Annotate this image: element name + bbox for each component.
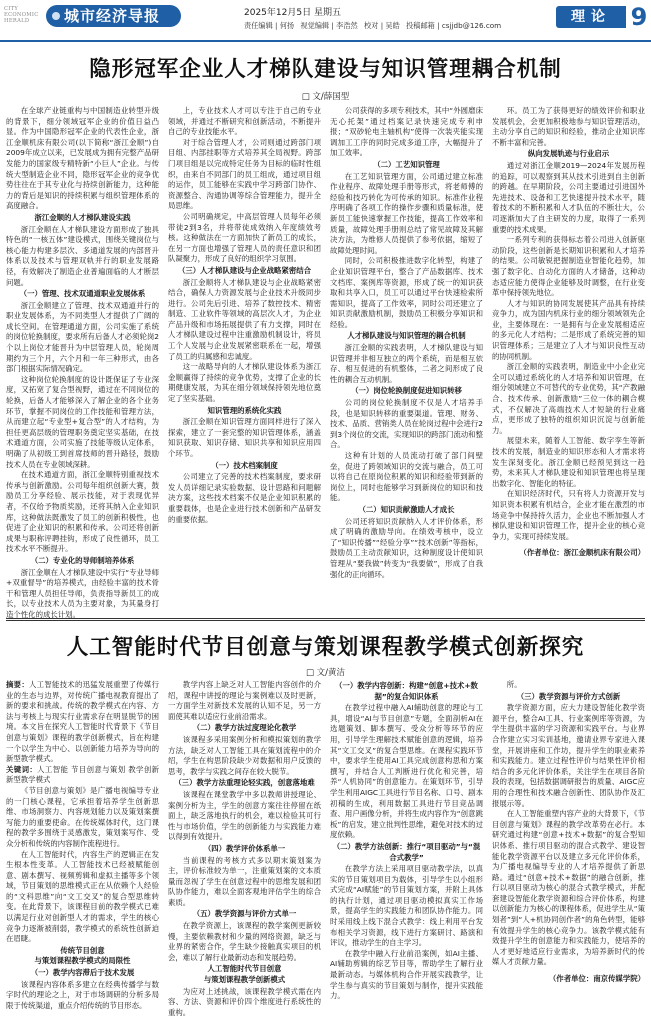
staff-proofreader: 校对 | 吴皓	[364, 21, 400, 30]
article-byline: □ 文/薛国型	[301, 92, 350, 102]
section-heading: 人工智能时代节目创意 与策划课程教学创新模式	[203, 964, 286, 985]
section-heading: （二）专业化的导师制培养体系	[30, 555, 135, 565]
article-column	[168, 106, 321, 614]
staff-editor: 责任编辑 | 何扬	[244, 21, 295, 30]
body-paragraph: 所。	[506, 680, 522, 689]
section-label: 理论	[556, 6, 626, 28]
section-heading: （一）技术档案制度	[211, 460, 278, 470]
body-paragraph: 浙江金顺在知识管理方面同样进行了深入探索，建立了一套完整的知识管理体系，涵盖知识获取、知识存储、知识共享和知识应用四个环节。	[168, 417, 321, 458]
brand-chinese-name: 城市经济导报	[64, 7, 161, 25]
abstract-label: 关键词：	[6, 764, 38, 774]
section-heading: （二）知识贡献激励人才成长	[358, 504, 455, 514]
body-paragraph: 在教学中融入行业前沿案例，如AI主播、AI辅助剪辑的综艺节目等，帮助学生了解行业最新动态。与媒体机构合作开展实践教学，让学生参与真实的节目策划与制作，提升实践能力。	[330, 948, 483, 1001]
staff-email[interactable]: 投稿邮箱 | csjjdb@126.com	[406, 21, 502, 30]
article-body	[6, 680, 645, 1017]
body-paragraph: 浙江金顺建立了管理、技术双通道并行的职业发展体系，为不同类型人才提供了广阔的成长空间。在管理通道方面，公司实施了系统的岗位轮换制度，要求所有后备人才必须轮岗2个以上岗位才能晋升为中层管理人员，轮岗周期约为三个月，六个月和一年三种形式，由各部门根据实际情况确定。	[6, 300, 159, 374]
section-heading: （二）教学方法过度理论化教学	[192, 723, 297, 733]
brand-logo	[46, 5, 181, 27]
body-paragraph: 在人工智能重塑内容产业的大背景下，《节目创意与策划》课程的教学改革势在必行。本研究通过构建“创意+技术+数据”的复合型知识体系、推行项目驱动的混合式教学、建设智能化教学资源平台以及建立多元化评价体系，为广播电视编导专业的人才培养提供了新思路。通过“创意+技术+数据”的融合创新，推行以项目驱动为核心的混合式教学模式，并配套建设智能化教学资源和综合评价体系，构建以创新能力为核心的课程体系，促进学生从“策划者”到“人+机协同创作者”的角色转型，能够有效提升学生的核心竞争力。该教学模式能有效提升学生的创意能力和实践能力，使培养的人才更好地适应行业需求，为培养新时代的传媒人才贡献力量。	[492, 809, 645, 967]
abstract-text: 人工智能技术的迅猛发展重塑了传媒行业的生态与边界，对传统广播电视教育提出了新的要求和挑战。传统的教学模式在内容、方法与考核上与现实行业需求存在明显脱节的困境。本文旨在探究人工智能时代背景下《节目创意与策划》课程的教学创新模式，旨在构建一个以学生为中心、以创新能力培养为导向的新型教学模式。	[6, 680, 159, 764]
body-paragraph: 通过对浙江金顺2019—2024年发展历程的追踪，可以观察到其从技术引进到自主创新的跨越。在早期阶段，公司主要通过引进国外先进技术、设备和工艺快速提升技术水平，随着技术的不断积累和人才队伍的不断壮大，公司逐渐加大了自主研发的力度，取得了一系列重要的技术成果。	[492, 160, 645, 234]
body-paragraph: 在教学资源上，该课程的教学案例更新较慢，主要依赖教材和少量的网络资源，缺乏与业界的紧密合作，学生缺少接触真实项目的机会，难以了解行业最新动态和发展趋势。	[168, 921, 321, 962]
body-paragraph: 在教学过程中融入AI辅助创意的理论与工具，增设“AI与节目创意”专题，全面剖析AI在选题策划、脚本撰写、受众分析等环节的应用，引导学生理解技术赋能创意的逻辑，培养其“文工交叉”的复合型思维。在课程实践环节中，要求学生使用AI工具完成创意构思和方案撰写，并结合人工判断进行优化和完善，培养“人机协同”的创意能力。在策划环节，引导学生利用AIGC工具进行节目名称、口号、剧本初稿的生成，利用数据工具进行节目竞品调查、用户画像分析，并将生成内容作为“创意跳板”的启发，建立批判性思维，避免对技术的过度依赖。	[330, 703, 483, 840]
section-heading: （三）教学方法重理论轻实践，创意落地难	[174, 778, 315, 788]
body-paragraph: 环。员工为了获得更好的绩效评价和职业发展机会，会更加积极地参与知识管理活动，主动分享自己的知识和经验，推动企业知识库不断丰富和完善。	[492, 106, 645, 147]
body-paragraph: 教学内容上缺乏对人工智能内容创作的介绍，课程中讲授的理论与案例难以及时更新，一方面学生对新技术发展的认知不足，另一方面使其难以适应行业前沿需求。	[168, 680, 321, 721]
article-column	[330, 680, 483, 1001]
body-paragraph: 公司还将知识贡献纳入人才评价体系，形成了明确的激励导向。在绩效考核中，设立了“知识传播”“经验分享”“技术创新”等指标，鼓励员工主动贡献知识，这种制度设计使知识管理从“要我做”转变为“我要做”，形成了自我强化的正向循环。	[330, 516, 483, 579]
abstract-paragraph	[6, 680, 159, 765]
article-column	[6, 106, 159, 619]
body-paragraph: 公司明确规定，中高层管理人员每年必须带徒2到3名，并将带徒成效纳入年度绩效考核。这种做法在一方面加快了新员工的成长，在另一方面也增强了管理人员的责任意识和团队凝聚力，形成了良好的组织学习氛围。	[168, 211, 321, 264]
section-heading: （二）工艺知识管理	[373, 159, 440, 169]
body-paragraph: 在教学方法上采用项目驱动教学法，以真实的节目策划项目为载体，引导学生以小组形式完成“AI赋能”的节目策划方案，并附上具体的执行计划，通过项目驱动模拟真实工作场景，提高学生的实践能力和团队协作能力。同时采用线上线下混合式教学：线上利用平台发布相关学习资源，线下进行方案研讨、路演和评议，推动学生的自主学习。	[330, 864, 483, 948]
body-paragraph: 在全球产业链重构与中国制造业转型升级的背景下，细分领域冠军企业的价值日益凸显。作为中国隐形冠军企业的代表性企业，浙江金顺机床有限公司(以下简称“浙江金顺”)自2009年成立以来，已发展成为拥有完整产品研发能力的国家级专精特新“小巨人”企业。与传统大型制造企业不同，隐形冠军企业的竞争优势往往在于其专业化与持续创新能力，这种能力的背后是知识的持续积累与组织管理体系的高度融合。	[6, 106, 159, 211]
body-paragraph: 对于综合管理人才，公司则通过跨部门项目组、内部挂职等方式培养其全局视野。跨部门项目组是以完成特定任务为目标的临时性组织，由来自不同部门的员工组成，通过项目组的运作，员工能够在实践中学习跨部门协作、资源整合、沟通协调等综合管理能力，提升全局思维。	[168, 137, 321, 211]
header-rule	[0, 40, 651, 42]
section-heading: （一）管理、技术双通道职业发展体系	[19, 289, 146, 299]
section-heading: （一）岗位轮换制度促进知识转移	[351, 386, 462, 396]
author-affiliation: （作者单位：南京传媒学院）	[548, 974, 645, 984]
body-paragraph: 公司获得的多项专利技术，其中“外圆磨床无心托架”通过档案记录快速完成专利申报；“双砂轮电主轴机构”使得一次装夹能实现调加工工序的同时完成多道工序，大幅提升了加工效率。	[330, 106, 483, 158]
body-paragraph: 浙江金顺在人才梯队建设中实行“专业导师+双重督导”的培养模式，由经验丰富的技术骨干和管理人员担任导师，负责指导新员工的成长，以专业技术人员为主要对象，为其量身打造个性化的成长计划。	[6, 567, 159, 619]
section-heading: （一）教学内容滞后于技术发展	[30, 968, 135, 978]
staff-visual-editor: 视觉编辑 | 李浩然	[300, 21, 358, 30]
article-talent-knowledge	[0, 44, 651, 618]
body-paragraph: 一系列专利的获得标志着公司进入创新驱动阶段，这些创新是长期知识积累和人才培养的结果。公司敏锐把握制造业智能化趋势，加强了数字化、自动化方面的人才储备，这种动态适应能力使得企业能够及时调整，在行业变革中保持领先地位。	[492, 235, 645, 298]
body-paragraph: 公司的岗位轮换制度不仅是人才培养手段，也是知识转移的重要渠道。管理、财务、技术、品质、营销类人员在轮岗过程中会进行2到3个岗位的交流，实现知识的跨部门流动和整合。	[330, 398, 483, 450]
article-column	[330, 106, 483, 614]
article-column	[492, 680, 645, 984]
body-paragraph: 当前课程的考核方式多以期末策划案为主，评价标准较为单一，注重策划案的文本质量而忽视了学生在创意过程中的思维发展和团队协作能力，难以全面客观地评估学生的综合素质。	[168, 855, 321, 907]
issue-date: 2025年12月5日 星期五	[244, 8, 341, 18]
body-paragraph: 教学资源方面，应大力建设智能化教学资源平台，整合AI工具、行业案例库等资源，为学生提供丰富的学习资源和实践平台。与业界合作建立实习实训基地，邀请业界专家进入课堂，开展讲座和工作坊，提升学生的职业素养和实践能力。建立过程性评价与结果性评价相结合的多元化评价体系，关注学生在项目各阶段的表现，包括数据调研报告的质量、AIGC应用的合理性和技术融合创新性、团队协作及汇报展示等。	[492, 703, 645, 808]
section-heading: （一）教学内容创新：构建“创意+技术+数据”的复合知识体系	[335, 681, 478, 701]
body-paragraph: 浙江金顺在人才梯队建设方面形成了独具特色的“一核五体”建设模式，围绕关键岗位与核心能力构建多层次、多通道发展的内部晋升体系以及技术与管理双轨并行的职业发展路径，有效解决了制造企业普遍面临的人才断层问题。	[6, 224, 159, 287]
article-column	[168, 680, 321, 1017]
section-heading: （四）教学评价体系单一	[203, 843, 286, 853]
body-paragraph: 浙江金顺将人才梯队建设与企业战略紧密结合，确保人力资源发展与企业技术升级同步进行。公司先后引进、培养了数控技术、精密制造、工业软件等领域的高层次人才，为企业产品升级和市场拓展提供了有力支撑，同时在人才梯队建设过程中注重激励机制设计，将员工个人发展与企业发展紧密联系在一起，增强了员工的归属感和忠诚度。	[168, 277, 321, 361]
body-paragraph: 上，专业技术人才可以专注于自己的专业领域，并通过不断研究和创新活动，不断提升自己的专业技能水平。	[168, 106, 321, 137]
body-paragraph: 该课程在课堂教学中多以教师讲授理论、案例分析为主，学生的创意方案往往停留在纸面上，缺乏落地执行的机会，难以检验其可行性与市场价值，学生的创新能力与实践能力难以得到有效提升。	[168, 789, 321, 842]
body-paragraph: 在知识经济时代，只有将人力资源开发与知识资本积累有机结合，企业才能在激烈的市场竞争中保持持久活力，企业也不断加强人才梯队建设和知识管理工作，提升企业的核心竞争力，实现可持续发展。	[492, 489, 645, 541]
abstract-label: 摘要：	[6, 680, 29, 689]
body-paragraph: 在技术通道方面，浙江金顺特别重视技术传承与创新激励。公司每年组织创新大赛，鼓励员工分享经验、展示技能，对于表现优异者，不仅给予物质奖励，还将其纳入企业知识库，这种做法既激发了员工的创新积极性，也促进了企业知识的积累和传承。公司还将创新成果与职称评聘挂钩，形成了良性循环，员工技术水平不断提升。	[6, 470, 159, 554]
body-paragraph: 公司建立了完善的技术档案制度，要求研发人员详细记录实验数据、设计思路和问题解决方案，这些技术档案不仅是企业知识积累的重要载体，也是企业进行技术创新和产品研发的重要依据。	[168, 472, 321, 524]
body-paragraph: 人才与知识的协同发展使其产品具有持续竞争力，成为国内机床行业的细分领域领先企业，主要体现在：一是拥有与企业发展相适应的多元化人才结构；二是形成了系统完善的知识管理体系；三是建立了人才与知识良性互动的协同机制。	[492, 298, 645, 361]
section-heading: （三）教学资源与评价方式创新	[516, 691, 621, 701]
body-paragraph: 在人工智能时代，内容生产的逻辑正在发生根本性变革。人工智能技术已经被赋能创意、剧本撰写、视频剪辑和虚拟主播等多个领域，节目策划的思维模式正在从依赖个人经验的“文科思维”向“文工交叉”的复合型思维转变。在此背景下，该课程目前的教学模式已难以满足行业对创新型人才的需求，学生的核心竞争力逐渐被削弱，教学模式的系统性创新迫在眉睫。	[6, 849, 159, 944]
body-paragraph: 为应对上述挑战，该课程教学模式需在内容、方法、资源和评价四个维度进行系统性的重构。	[168, 986, 321, 1017]
staff-credits	[244, 21, 501, 31]
body-paragraph: 展望未来，随着人工智能、数字孪生等新技术的发展，制造业的知识形态和人才需求将发生深刻变化。浙江金顺已经预见到这一趋势，未来其人才梯队建设和知识管理也将呈现出数字化、智能化的特征。	[492, 436, 645, 488]
brand-english-name: CITY ECONOMIC HERALD	[4, 6, 39, 24]
body-paragraph: 在工艺知识管理方面，公司通过建立标准作业程序、故障处理手册等形式，将老师傅的经验和技巧转化为可传承的知识。标准作业程序明确了各项工作的操作步骤和质量标准，使新员工能快速掌握工作技能，提高工作效率和质量，故障处理手册则总结了常见故障及其解决方法，为维修人员提供了参考依据，缩短了故障处理时间。	[330, 171, 483, 255]
article-title: 人工智能时代节目创意与策划课程教学模式创新探究	[66, 635, 585, 660]
section-heading: 浙江金顺的人才梯队建设实践	[34, 212, 131, 222]
section-heading: 传统节目创意 与策划课程教学模式的局限性	[34, 945, 131, 966]
abstract-paragraph	[6, 765, 159, 786]
abstract-text: 人工智能 节目创意与策划 教学创新 新型教学模式	[6, 764, 159, 785]
body-paragraph: 《节目创意与策划》是广播电视编导专业的一门核心课程，它承担着培养学生创新思维、市场洞察力、内容规划能力以及策划案撰写能力的重要使命。在传统媒体时代，这门课程的教学多围绕于灵感激发，策划案写作、受众分析和传统的内容制作流程进行。	[6, 785, 159, 848]
body-paragraph: 这种有计划的人员流动打破了部门间壁垒，促进了跨领域知识的交流与融合，员工可以将自己在原岗位积累的知识和经验带到新的岗位上，同时也能够学习到新岗位的知识和技能。	[330, 451, 483, 503]
body-paragraph: 这一战略导向的人才梯队建设体系为浙江金顺赢得了持续的竞争优势，支撑了企业的长期健康发展，为其在细分领域保持领先地位奠定了坚实基础。	[168, 362, 321, 404]
masthead	[0, 0, 651, 42]
section-heading: 知识管理的系统化实践	[207, 405, 282, 415]
article-column	[492, 106, 645, 614]
article-ai-program-planning	[0, 620, 651, 1017]
body-paragraph: 该课程多采用案例分析和模拟策划的教学方法，缺乏对人工智能工具在策划流程中的介绍，学生在构思阶段缺少对数据和用户反馈的思考，教学与实践之间存在较大脱节。	[168, 734, 321, 776]
body-paragraph: 浙江金顺的实践表明，制造业中小企业完全可以通过系统化的人才培养和知识管理，在细分领域建立不可替代的专业优势，其“产教融合、技术传承、创新激励”三位一体的耦合模式，不仅解决了高端技术人才短缺的行业痛点，更形成了独特的组织知识沉淀与创新能力。	[492, 362, 645, 435]
section-heading: （二）教学方法创新：推行“项目驱动”与“混合式教学”	[332, 841, 481, 862]
section-heading: 人才梯队建设与知识管理的耦合机制	[347, 331, 466, 341]
author-affiliation: （作者单位：浙江金顺机床有限公司）	[519, 548, 645, 558]
body-paragraph: 这种岗位轮换制度的设计既保证了专业深度，又拓宽了复合型视野，通过在不同岗位的轮换，后备人才能够深入了解企业的各个业务环节，掌握不同岗位的工作技能和管理方法，从而建立起“专业型+复合型”的人才结构，为担任更高层级的管理职务奠定坚实基础，在技术通道方面，公司实施了技能等级认定体系，明确了从初级工到首席技师的晋升路径，鼓励技术人员在专业领域深耕。	[6, 374, 159, 469]
brand-dot-icon	[52, 12, 60, 20]
body-paragraph: 浙江金顺的实践表明，人才梯队建设与知识管理并非相互独立的两个系统，而是相互依存、相互促进的有机整体，二者之间形成了良性的耦合互动机制。	[330, 343, 483, 384]
article-body	[6, 106, 645, 619]
article-title: 隐形冠军企业人才梯队建设与知识管理耦合机制	[89, 57, 562, 82]
section-heading: 纵向发展轨迹与行业启示	[527, 149, 610, 159]
article-byline: □ 文/黄洁	[305, 668, 346, 678]
section-heading: （三）人才梯队建设与企业战略紧密结合	[177, 265, 312, 275]
page-number: 9	[630, 3, 648, 31]
section-heading: （五）教学资源与评价方式单一	[192, 909, 297, 919]
body-paragraph: 该课程内容体系多建立在经典传播学与数字时代的理论之上，对于市场调研的分析多局限于传统渠道，重点介绍传统的节目形态。	[6, 979, 159, 1010]
article-column	[6, 680, 159, 1010]
body-paragraph: 同时，公司积极推进数字化转型，构建了企业知识管理平台，整合了产品数据库、技术文档库、案例库等资源，形成了统一的知识获取和共享入口，员工可以通过平台快速检索所需知识，提高了工作效率，同时公司还建立了知识贡献激励机制，鼓励员工积极分享知识和经验。	[330, 256, 483, 329]
